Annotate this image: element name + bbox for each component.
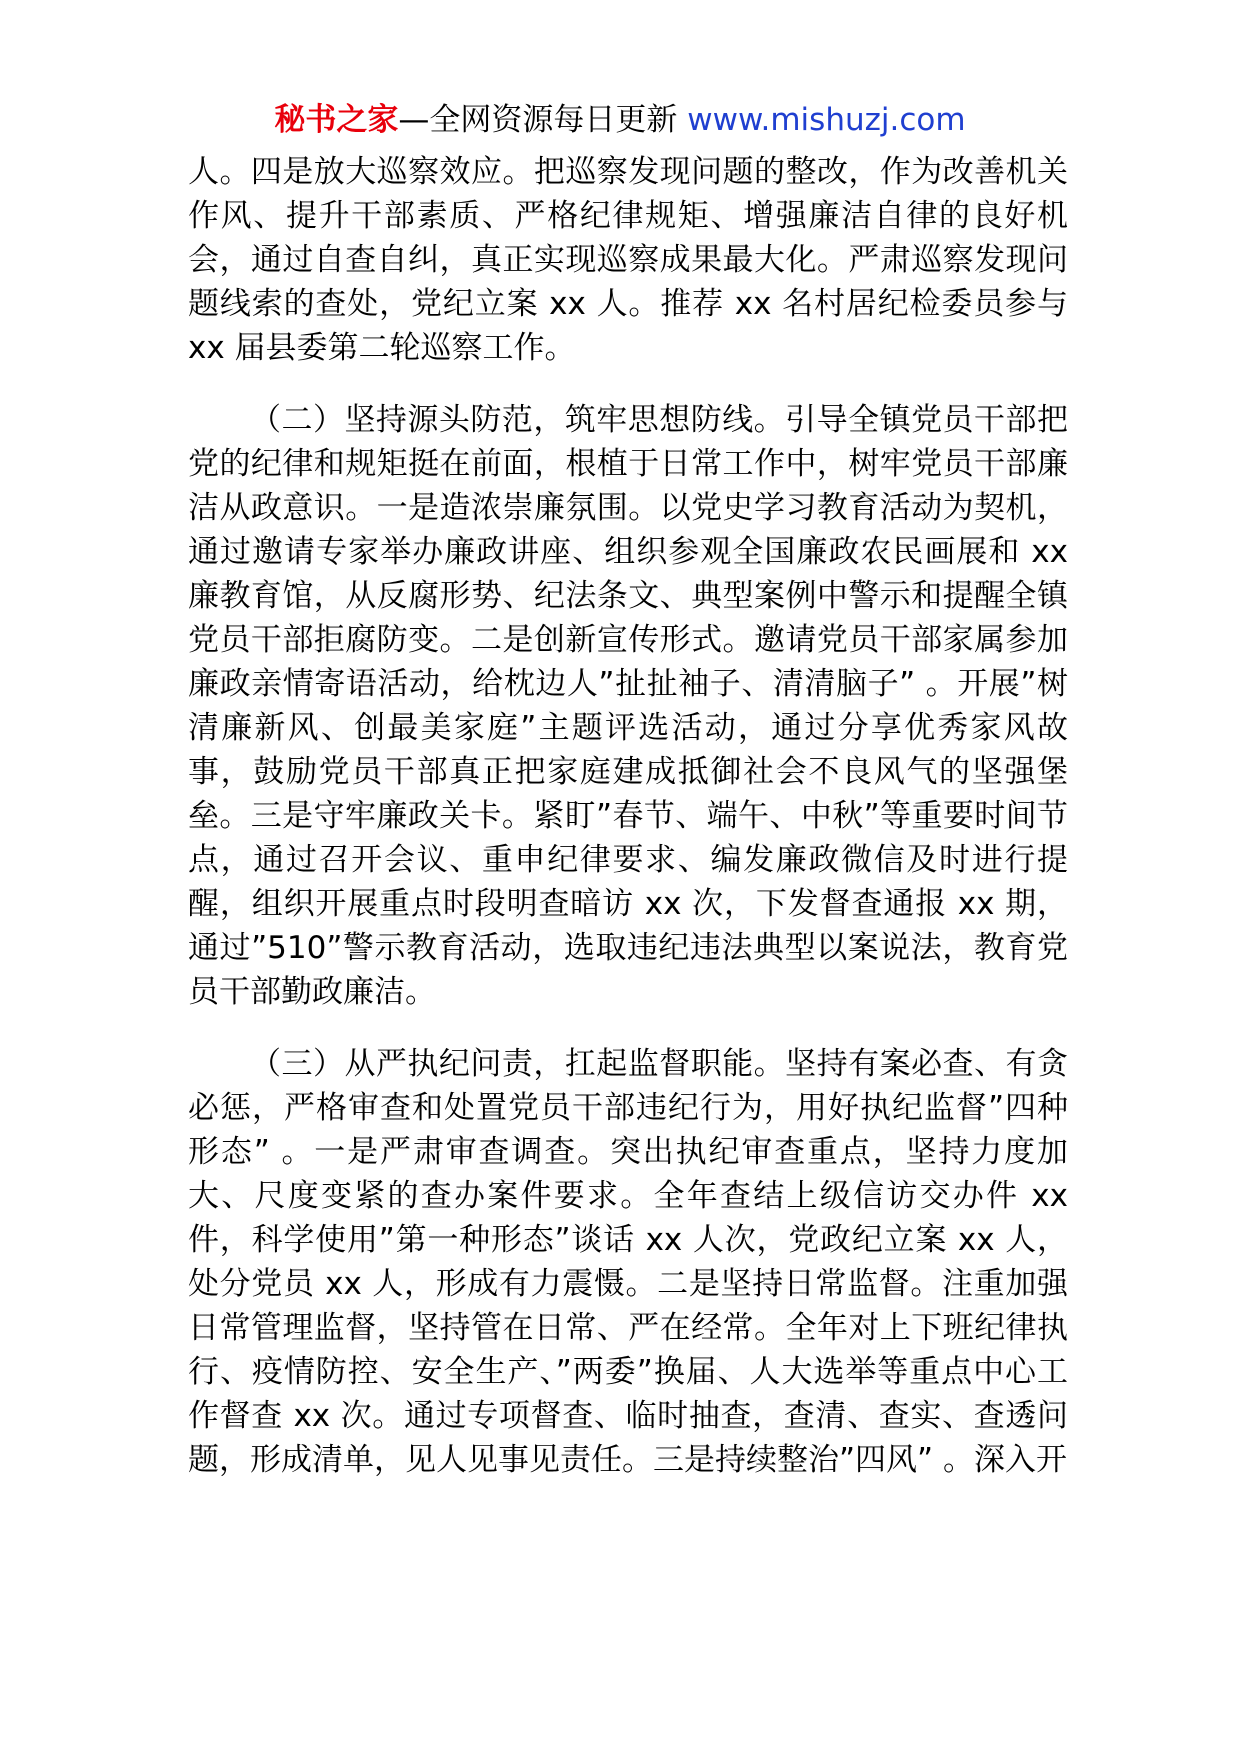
site-brand: 秘书之家: [274, 102, 399, 138]
site-slogan: —全网资源每日更新: [398, 102, 688, 138]
paragraph-section-3: （三）从严执纪问责，扛起监督职能。坚持有案必查、有贪必惩，严格审查和处置党员干部违纪行为，用好执纪监督”四种形态” 。一是严肃审查调查。突出执纪审查重点，坚持力度加大、尺度变紧的查办案件要求。全年查结上级信访交办件 xx 件，科学使用”第一种形态”谈话 xx 人次，党政纪立案 xx 人，处分党员 xx 人，形成有力震慑。二是坚持日常监督。注重加强日常管理监督，坚持管在日常、严在经常。全年对上下班纪律执行、疫情防控、安全生产、”两委”换届、人大选举等重点中心工作督查 xx 次。通过专项督查、临时抽查，查清、查实、查透问题，形成清单，见人见事见责任。三是持续整治”四风” 。深入开: [188, 1046, 1068, 1478]
page-header: [0, 100, 1240, 140]
site-url-link[interactable]: www.mishuzj.com: [687, 102, 966, 138]
paragraph-continued: 人。四是放大巡察效应。把巡察发现问题的整改，作为改善机关作风、提升干部素质、严格纪律规矩、增强廉洁自律的良好机会，通过自查自纠，真正实现巡察成果最大化。严肃巡察发现问题线索的查处，党纪立案 xx 人。推荐 xx 名村居纪检委员参与 xx 届县委第二轮巡察工作。: [188, 154, 1068, 366]
document-body: [188, 150, 1068, 1482]
paragraph-section-2: （二）坚持源头防范，筑牢思想防线。引导全镇党员干部把党的纪律和规矩挺在前面，根植于日常工作中，树牢党员干部廉洁从政意识。一是造浓崇廉氛围。以党史学习教育活动为契机，通过邀请专家举办廉政讲座、组织参观全国廉政农民画展和 xx 廉教育馆，从反腐形势、纪法条文、典型案例中警示和提醒全镇党员干部拒腐防变。二是创新宣传形式。邀请党员干部家属参加廉政亲情寄语活动，给枕边人”扯扯袖子、清清脑子” 。开展”树清廉新风、创最美家庭”主题评选活动，通过分享优秀家风故事，鼓励党员干部真正把家庭建成抵御社会不良风气的坚强堡垒。三是守牢廉政关卡。紧盯”春节、端午、中秋”等重要时间节点，通过召开会议、重申纪律要求、编发廉政微信及时进行提醒，组织开展重点时段明查暗访 xx 次，下发督查通报 xx 期，通过”510”警示教育活动，选取违纪违法典型以案说法，教育党员干部勤政廉洁。: [188, 402, 1068, 1010]
